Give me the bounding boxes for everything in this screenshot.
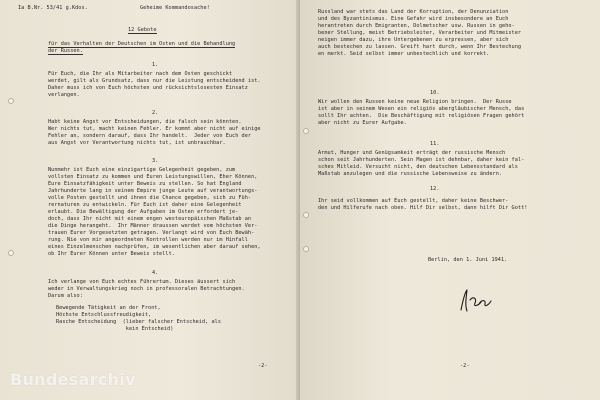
paragraph-line: doch, dass Ihr nicht mit einem engen westeuropäischen Maßstab an	[48, 216, 252, 222]
paragraph-line: weder in Verwaltungskrieg noch in professoralen Betrachtungen.	[48, 286, 245, 292]
dateline: Berlin, den 1. Juni 1941.	[428, 257, 508, 263]
paragraph-line: auch bestechen zu lassen. Greift hart durch, wenn Ihr Bestechung	[318, 44, 522, 50]
paragraph-line: und des Byzantinismus. Eine Gefahr wird insbesondere an Euch	[318, 16, 509, 22]
paragraph-line: Ihr seid vollkommen auf Euch gestellt, daher keine Beschwer-	[318, 198, 509, 204]
paragraph-line: Ich verlange von Euch echtes Führertum. Dieses äussert sich	[48, 279, 236, 285]
paragraph-line: vollsten Einsatz zu kommen und Euren Leistungswillen, Eher Können,	[48, 174, 258, 180]
paragraph-line: eines Einzelmenschen nachprüfen, im wesentlichen aber darauf sehen,	[48, 244, 261, 250]
paragraph-line: Für Euch, die Ihr als Mitarbeiter nach dem Osten geschickt	[48, 71, 233, 77]
header-reference: Ia B.Nr. 53/41 g.Kdos.	[18, 5, 88, 11]
paragraph-line: werdet, gilt als Grundsatz, dass nur die Leistung entscheidend ist.	[48, 78, 261, 84]
paragraph-line: aber nicht zu Eurer Aufgabe.	[318, 120, 407, 126]
paragraph-line: bener Stellung, meist Betriebsleiter, Verarbeiter und Mitmeister	[318, 30, 522, 36]
section-number: 11.	[430, 141, 440, 147]
list-item: Bewegende Tätigkeit an der Front,	[56, 305, 161, 311]
paragraph-line: Wir wollen den Russen keine neue Religion bringen. Der Russe	[318, 99, 512, 105]
paragraph-line: Daher muss ich von Euch höchsten und rücksichtslosesten Einsatz	[48, 85, 248, 91]
punch-hole	[303, 246, 309, 252]
section-number: 4.	[152, 270, 159, 276]
paragraph-line: en merkt. Seid selbst immer unbestechlich und korrekt.	[318, 51, 490, 57]
page-number: -2-	[460, 363, 470, 369]
right-page	[300, 0, 600, 400]
section-number: 1.	[152, 62, 159, 68]
punch-hole	[8, 98, 14, 104]
paragraph-line: rernaturen zu entwickeln. Für Euch ist daher eine Gelegenheit	[48, 202, 242, 208]
classification-label: Geheime Kommandosache!	[140, 5, 210, 11]
document-subtitle: für das Verhalten der Deutschen im Osten und die Behandlung	[48, 41, 236, 47]
paragraph-line: Habt keine Angst vor Entscheidungen, die falsch sein könnten.	[48, 119, 242, 125]
section-number: 2.	[152, 110, 159, 116]
document-title: 12 Gebote	[128, 27, 157, 33]
paragraph-line: Fehler an, sondern darauf, dass Ihr handelt. Jeder von Euch der	[48, 133, 252, 139]
paragraph-line: rung. Nie von mir angeordneten Kontrollen werden nur im Hinfall	[48, 237, 248, 243]
paragraph-line: neigen immer dazu, ihre Untergebenen zu erpressen, aber sich	[318, 37, 509, 43]
paragraph-line: schon seit Jahrhunderten. Sein Magen ist dehnbar, daher kein fal-	[318, 157, 525, 163]
section-number: 10.	[430, 90, 440, 96]
paragraph-line: sollt Ihr achten. Die Beschäftigung mit religiösen Fragen gehört	[318, 113, 525, 119]
paragraph-line: volle Posten gestellt und ihnen die Chance gegeben, sich zu Füh-	[48, 195, 252, 201]
paragraph-line: Darum also:	[48, 293, 83, 299]
paragraph-line: Jahrhunderte lang in seinem Empire junge Leute auf verantwortungs-	[48, 188, 258, 194]
document-subtitle: der Russen.	[48, 48, 83, 54]
archive-watermark: Bundesarchiv	[10, 370, 136, 389]
paragraph-line: herantreten durch Emigranten, Dolmetscher usw. Russen in geho-	[318, 23, 515, 29]
paragraph-line: Eure Einsatzfähigkeit unter Beweis zu stellen. So hat England	[48, 181, 242, 187]
list-item: Rasche Entscheidung (lieber falscher Entscheid, als	[56, 319, 222, 325]
paragraph-line: Wer nichts tut, macht keinen Fehler. Er kommt aber nicht auf einige	[48, 126, 261, 132]
paragraph-line: Russland war stets das Land der Korruption, der Denunziation	[318, 9, 509, 15]
section-number: 3.	[152, 158, 159, 164]
paragraph-line: sches Mitleid. Versucht nicht, den deutschen Lebensstandard als	[318, 164, 518, 170]
handwritten-signature	[455, 286, 495, 316]
paragraph-line: trauen Eurer Vorgesetzten getragen. Verlangt wird von Euch Bewäh-	[48, 230, 255, 236]
page-number: -2-	[258, 363, 268, 369]
paragraph-line: ob Ihr Eurer Können unter Beweis stellt.	[48, 251, 175, 257]
paragraph-line: ist aber in seinem Wesen ein religiös abergläubischer Mensch, das	[318, 106, 525, 112]
paragraph-line: Nunmehr ist Euch eine einzigartige Gelegenheit gegeben, zum	[48, 167, 236, 173]
punch-hole	[303, 212, 309, 218]
list-item: Höchste Entschlussfreudigkeit,	[56, 312, 152, 318]
paragraph-line: aus Angst vor Verantwortung nichts tut, ist unbrauchbar.	[48, 140, 226, 146]
section-number: 12.	[430, 186, 440, 192]
punch-hole	[303, 128, 309, 134]
paragraph-line: den und Hilferufe nach oben. Hilf Dir selbst, dann hilft Dir Gott!	[318, 205, 528, 211]
punch-hole	[8, 250, 14, 256]
paragraph-line: Armut, Hunger und Genügsamkeit erträgt der russische Mensch	[318, 150, 506, 156]
paragraph-line: die Dinge herangeht. Ihr Männer draussen werdet vom höchsten Ver-	[48, 223, 258, 229]
list-item: kein Entscheid)	[56, 326, 174, 332]
paragraph-line: Maßstab anzulegen und die russische Lebensweise zu ändern.	[318, 171, 503, 177]
paragraph-line: verlangen.	[48, 92, 80, 98]
paragraph-line: erlaubt. Die Bewältigung der Aufgaben im Osten erfordert je-	[48, 209, 239, 215]
